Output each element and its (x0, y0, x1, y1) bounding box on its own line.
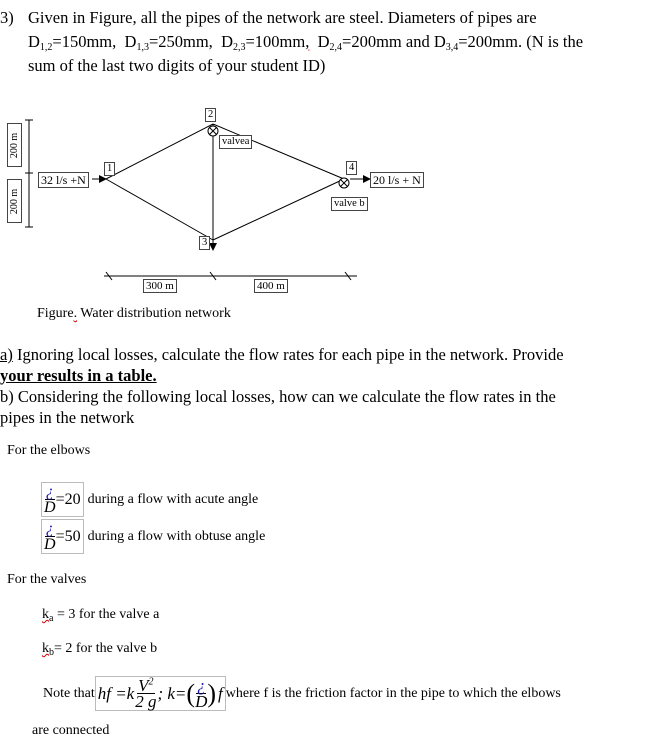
part-b-line-1: b) Considering the following local losses, how can we calculate the flow rates in the (0, 387, 556, 406)
node-2-label: 2 (205, 108, 216, 122)
note-line-2: are connected (32, 723, 110, 738)
valve-a-icon (208, 126, 218, 136)
question-number: 3) (0, 8, 14, 27)
valve-a-label: valvea (219, 135, 252, 149)
valve-b-coefficient: $k_b= 2$ for the valve b (42, 641, 158, 658)
question-diameters-line: $D_{1,2}=150mm$, $D_{1,3}=250mm$, $D_{2,3}=100mm$, $D_{2,4}=200mm$ and $D_{3,4}=200mm$. (N is the (28, 32, 584, 53)
pipe-3-4 (213, 179, 344, 240)
network-diagram (0, 0, 668, 310)
question-line-1: Given in Figure, all the pipes of the network are steel. Diameters of pipes are (28, 8, 537, 27)
outflow-label: 20 l/s + N (370, 172, 424, 188)
valve-b-label: valve b (331, 197, 368, 211)
pipe-2-4 (213, 124, 344, 179)
node-4-label: 4 (346, 161, 357, 175)
figure-caption: Figure. Water distribution network (37, 306, 231, 321)
part-a-line-2: your results in a table. (0, 366, 157, 385)
dimension-200m-top: 200 m (7, 123, 22, 167)
valves-heading: For the valves (7, 572, 87, 587)
dimension-200m-bottom: 200 m (7, 179, 22, 223)
dimension-300m: 300 m (143, 279, 177, 293)
question-line-3: sum of the last two digits of your student ID) (28, 56, 326, 75)
elbows-heading: For the elbows (7, 443, 91, 458)
node-3-label: 3 (199, 236, 210, 250)
part-b-line-2: pipes in the network (0, 408, 135, 427)
elbow-acute-equation: $\frac{¿}{D}$ =20 during a flow with acute angle (41, 482, 258, 517)
inflow-label: 32 l/s +N (38, 172, 89, 188)
elbow-obtuse-equation: $\frac{¿}{D}$ =50 during a flow with obtuse angle (41, 519, 265, 554)
part-a-line-1: a) Ignoring local losses, calculate the flow rates for each pipe in the network. Provide (0, 345, 564, 364)
note-formula: Note that hf =k $\frac{V^2}{2 g}$ ; k= ( $\frac{¿}{D}$ ) f where f is the friction factor in the pipe to which the elbows (43, 676, 561, 711)
node-1-label: 1 (104, 162, 115, 176)
pipe-1-3 (106, 179, 213, 240)
dimension-400m: 400 m (254, 279, 288, 293)
valve-b-icon (339, 178, 349, 188)
pipe-1-2 (106, 124, 213, 179)
valve-a-coefficient: $k_a = 3$ for the valve a (42, 607, 160, 624)
